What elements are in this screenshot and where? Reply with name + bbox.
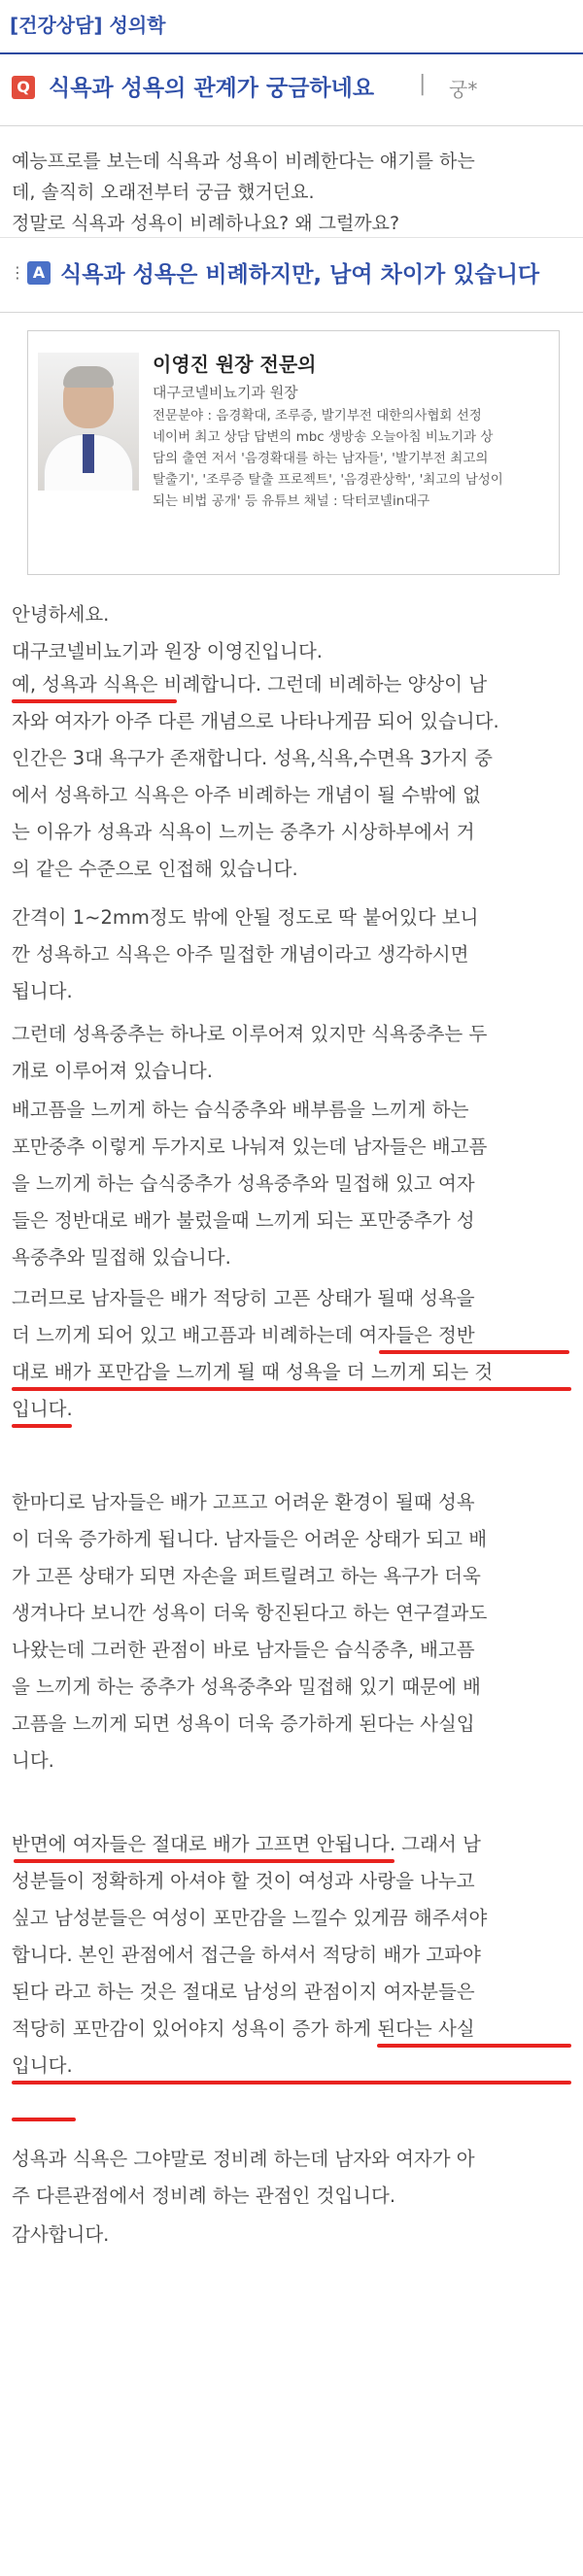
answer-paragraph (12, 899, 573, 1010)
answer-line: 반면에 여자들은 절대로 배가 고프면 안됩니다. 그래서 남 (12, 1833, 481, 1855)
answer-line: 의 같은 수준으로 인접해 있습니다. (12, 858, 298, 880)
answer-line: 예, 성욕과 식욕은 비례합니다. 그런데 비례하는 양상이 남 (12, 673, 488, 695)
answer-paragraph (12, 1484, 573, 1779)
answer-line: 니다. (12, 1749, 54, 1772)
answer-line: 나왔는데 그러한 관점이 바로 남자들은 습식중추, 배고픔 (12, 1639, 475, 1661)
breadcrumb-category[interactable]: [건강상담] (10, 14, 103, 37)
answer-line: 대구코넬비뇨기과 원장 이영진입니다. (12, 640, 323, 662)
breadcrumb (10, 10, 166, 38)
answer-line: 입니다. (12, 1398, 73, 1420)
question-body (12, 146, 571, 239)
answer-paragraph (12, 596, 573, 670)
answer-paragraph (12, 2141, 573, 2215)
answer-line: 가 고픈 상태가 되면 자손을 퍼트릴려고 하는 욕구가 더욱 (12, 1565, 481, 1587)
breadcrumb-subcategory[interactable]: 성의학 (109, 14, 166, 37)
answer-paragraph (12, 2217, 573, 2254)
answer-paragraph (12, 740, 573, 888)
answer-line: 배고픔을 느끼게 하는 습식중추와 배부름을 느끼게 하는 (12, 1099, 469, 1121)
underline-mark (12, 2081, 571, 2085)
question-divider: | (419, 72, 427, 96)
doctor-description (153, 405, 551, 512)
answer-line: 입니다. (12, 2054, 73, 2077)
answer-line: 들은 정반대로 배가 불렀을때 느끼게 되는 포만중추가 성 (12, 1209, 475, 1232)
doctor-profile-card (27, 330, 560, 575)
doctor-name: 이영진 원장 전문의 (153, 353, 317, 376)
answer-badge: A (27, 261, 51, 285)
question-title: 식욕과 성욕의 관계가 궁금하네요 (49, 76, 375, 101)
answer-line: 더 느끼게 되어 있고 배고픔과 비례하는데 여자들은 정반 (12, 1324, 475, 1346)
underline-mark (14, 1859, 394, 1863)
question-line: 정말로 식욕과 성욕이 비례하나요? 왜 그럴까요? (12, 213, 400, 234)
answer-line: 을 느끼게 하는 습식중추가 성욕중추와 밀접해 있고 여자 (12, 1172, 475, 1195)
answer-paragraph (12, 666, 573, 740)
answer-line: 생겨나다 보니깐 성욕이 더욱 항진된다고 하는 연구결과도 (12, 1602, 488, 1624)
answer-line: 싶고 남성분들은 여성이 포만감을 느낄수 있게끔 해주셔야 (12, 1907, 488, 1929)
answer-line: 깐 성욕하고 식욕은 아주 밀접한 개념이라고 생각하시면 (12, 943, 469, 966)
answer-line: 한마디로 남자들은 배가 고프고 어려운 환경이 될때 성욕 (12, 1491, 475, 1513)
question-header (0, 52, 583, 126)
answer-line: 이 더욱 증가하게 됩니다. 남자들은 어려운 상태가 되고 배 (12, 1528, 488, 1550)
answer-paragraph (12, 1016, 573, 1090)
answer-header (0, 237, 583, 313)
answer-paragraph (12, 1092, 573, 1276)
underline-mark (12, 2118, 76, 2121)
answer-line: 적당히 포만감이 있어야지 성욕이 증가 하게 된다는 사실 (12, 2017, 475, 2040)
answer-line: 감사합니다. (12, 2223, 110, 2246)
doctor-avatar (38, 353, 139, 491)
underline-mark (12, 699, 177, 703)
answer-line: 을 느끼게 하는 중추가 성욕중추와 밀접해 있기 때문에 배 (12, 1676, 481, 1698)
answer-line: 그러므로 남자들은 배가 적당히 고픈 상태가 될때 성욕을 (12, 1287, 475, 1309)
answer-line: 자와 여자가 아주 다른 개념으로 나타나게끔 되어 있습니다. (12, 710, 499, 732)
doctor-clinic: 대구코넬비뇨기과 원장 (153, 384, 298, 401)
answer-line: 대로 배가 포만감을 느끼게 될 때 성욕을 더 느끼게 되는 것 (12, 1361, 494, 1383)
answer-line: 포만중추 이렇게 두가지로 나눠져 있는데 남자들은 배고픔 (12, 1135, 488, 1158)
answer-line: 인간은 3대 욕구가 존재합니다. 성욕,식욕,수면욕 3가지 중 (12, 747, 494, 769)
answer-line: 는 이유가 성욕과 식욕이 느끼는 중추가 시상하부에서 거 (12, 821, 475, 843)
answer-line: 된다 라고 하는 것은 절대로 남성의 관점이지 여자분들은 (12, 1981, 475, 2003)
answer-line: 욕중추와 밀접해 있습니다. (12, 1246, 231, 1269)
question-badge: Q (12, 76, 35, 99)
answer-line: 성분들이 정확하게 아셔야 할 것이 여성과 사랑을 나누고 (12, 1870, 475, 1892)
question-author[interactable]: 궁* (449, 78, 478, 101)
answer-paragraph (12, 1280, 573, 1428)
answer-line: 에서 성욕하고 식욕은 아주 비례하는 개념이 될 수밖에 없 (12, 784, 481, 806)
more-dots-icon: ⋮ (10, 263, 25, 282)
doctor-description-line: 네이버 최고 상담 답변의 mbc 생방송 오늘아침 비뇨기과 상 (153, 429, 494, 445)
underline-mark (377, 2044, 571, 2048)
underline-mark (379, 1350, 569, 1354)
answer-line: 개로 이루어져 있습니다. (12, 1060, 213, 1082)
doctor-description-line: 되는 비법 공개' 등 유튜브 채널 : 닥터코넬in대구 (153, 493, 430, 509)
answer-title: 식욕과 성욕은 비례하지만, 남여 차이가 있습니다 (60, 262, 540, 288)
doctor-description-line: 탈출기', '조루증 탈출 프로젝트', '음경관상학', '최고의 남성이 (153, 472, 503, 488)
doctor-description-line: 담의 출연 저서 '음경확대를 하는 남자들', '발기부전 최고의 (153, 451, 489, 466)
answer-line: 성욕과 식욕은 그야말로 정비례 하는데 남자와 여자가 아 (12, 2148, 475, 2170)
question-line: 예능프로를 보는데 식욕과 성욕이 비례한다는 얘기를 하는 (12, 151, 475, 172)
underline-mark (12, 1387, 571, 1391)
answer-line: 간격이 1~2mm정도 밖에 안될 정도로 딱 붙어있다 보니 (12, 906, 479, 929)
answer-line: 합니다. 본인 관점에서 접근을 하셔서 적당히 배가 고파야 (12, 1944, 481, 1966)
answer-line: 됩니다. (12, 980, 73, 1002)
answer-line: 고픔을 느끼게 되면 성욕이 더욱 증가하게 된다는 사실입 (12, 1712, 475, 1735)
underline-mark (12, 1424, 72, 1428)
doctor-description-line: 전문분야 : 음경확대, 조루증, 발기부전 대한의사협회 선정 (153, 408, 482, 424)
answer-line: 안녕하세요. (12, 603, 110, 626)
answer-line: 주 다른관점에서 정비례 하는 관점인 것입니다. (12, 2185, 396, 2207)
question-line: 데, 솔직히 오래전부터 궁금 했거던요. (12, 182, 315, 203)
answer-line: 그런데 성욕중추는 하나로 이루어져 있지만 식욕중추는 두 (12, 1023, 488, 1045)
